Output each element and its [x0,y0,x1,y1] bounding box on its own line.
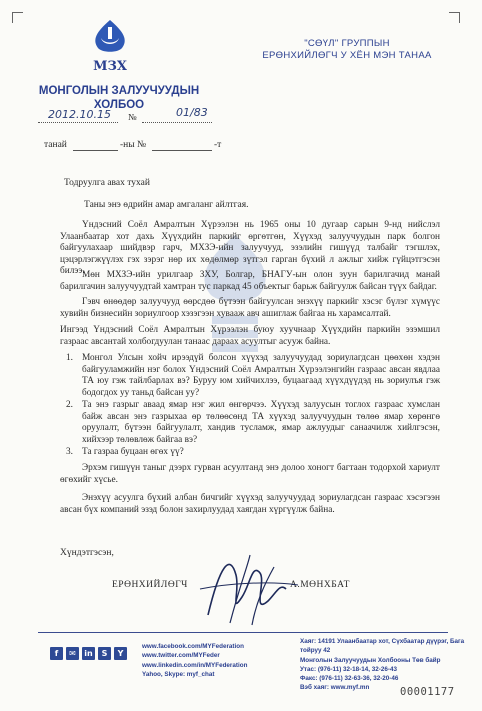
fax-line: Факс: (976-11) 32-63-36, 32-20-46 [300,675,399,683]
building-line: Монголын Залуучуудын Холбооны Төв байр [300,656,441,664]
question-list [60,353,440,460]
number-label: № [128,112,137,122]
corner-mark-top-right [449,12,460,23]
org-name-line2: ХОЛБОО [93,99,145,111]
letter-subject: Тодруулга авах тухай [64,178,150,188]
twitter-icon: Y [114,647,127,660]
website-line: Вэб хаяг: www.myf.mn [300,684,370,692]
handwritten-signature [190,545,305,630]
list-item [60,400,440,446]
signatory-title: ЕРӨНХИЙЛӨГЧ [112,580,188,590]
address-line: Хаяг: 14191 Улаанбаатар хот, Сүхбаатар дүүрэг, Бага тойруу 42 [300,638,465,655]
social-icons [50,647,127,660]
signatory-name: А.МӨНХБАТ [290,580,350,590]
handwritten-number: 01/83 [176,106,208,119]
handwritten-date: 2012.10.15 [48,108,111,121]
address-mid-label: -ны № [120,140,147,150]
messenger-contact: Yahoo, Skype: myf_chat [142,670,215,678]
question-text: Та газраа буцаан өгөх үү? [82,447,184,457]
skype-icon: S [98,647,111,660]
list-item [60,447,440,459]
paragraph-concern: Гэвч өнөөдөр залуучууд өөрсдөө бүтээн байгуулсан энэхүү паркийг хэсэг бүлэг хүмүүс хувийн бизнесийн зориулгоор хэзэгээн хувааж авч ашиглаж байгаа нь харамсалтай. [60,297,440,319]
recipient-block [252,38,442,62]
corner-mark-top-left [12,12,23,23]
question-text: Та энэ газрыг аваад ямар нэг жил өнгөрчээ. Хүүхэд залуусын тоглох газраас хумслан байж авсан энэ газрыхаа өр төлөөсөнд ТА хүүхэд залуучуудын төлөө ямар хөрөнгө оруулалт, бүтээн байгуулалт, хандив тусламж, ямар ажлуудыг санаачилж хийлгэсэн, хийхээр төлөвлөж байгаа вэ? [82,400,440,445]
date-line [38,122,118,123]
question-number: 2. [66,400,73,410]
email-icon: ✉ [66,647,79,660]
organization-logo [88,18,132,76]
twitter-link: www.twitter.com/MYFeder [142,652,220,660]
list-item [60,353,440,399]
question-number: 3. [66,447,73,457]
document-serial-number: 00001177 [400,686,455,698]
recipient-line2: ЕРӨНХИЙЛӨГЧ У ХЁН МЭН ТАНАА [262,50,432,61]
phone-line: Утас: (976-11) 32-18-14, 32-26-43 [300,665,397,673]
address-blank-1 [73,150,118,151]
logo-text: МЗХ [93,59,127,74]
paragraph-distribution: Энэхүү асуулга бүхий албан бичгийг хүүхэд залуучуудад зориулагдсан газраас хэсэгээн авсан бүх компаний эзэд болон захирлуудад хаягдан хүргүүлж байна. [60,493,440,515]
question-number: 1. [66,353,73,363]
footer-divider [38,632,448,633]
question-text: Монгол Улсын хойч ирээдүй болсон хүүхэд залуучуудад зориулагдсан цөөхөн хэдэн байгууламжийн нэг болох Үндэсний Соёл Амралтын Хүрээлэнгийн газраас авсан явдлаа ТА юу гэж тайлбарлах вэ? Буруу юм хийчихлээ, буцаагаад хүүхдүүдэд нь зориулъя гэж бодогдох уу таньд байсан уу? [82,353,440,398]
footer-contacts [300,637,482,693]
facebook-link: www.facebook.com/MYFederation [142,643,244,650]
address-to-label: танай [44,140,67,150]
paragraph-request: Эрхэм гишүүн таныг дээрх гурван асуултанд энэ долоо хоногт багтаан тодорхой хариулт өгөхийг хүсье. [60,463,440,485]
address-blank-2 [152,150,212,151]
closing-line: Хүндэтгэсэн, [60,548,114,558]
paragraph-construction: Мөн МХЗЭ-ийн урилгаар ЗХУ, Болгар, БНАГУ-ын олон зуун барилгачид манай барилгачин залуучуудтай хамтран тус паркад 45 объектыг барьж байгуулж байсан түүх байдаг. [60,270,440,292]
letter-greeting: Таны энэ өдрийн амар амгаланг айлтгая. [84,200,249,210]
paragraph-history: Үндэсний Соёл Амралтын Хүрээлэн нь 1965 оны 10 дугаар сарын 9-нд нийслэл Улаанбаатар хот дахь Хүүхдийн паркийг өргөтгөн, Хүүхэд залуучуудын парк болгон байгуулахаар шийдвэр гарч, МХЗЭ-ийн залуучууд, эзэлийн гишүүд талбайг тэгшлэх, цэцэрлэгжүүлэх гэх зэрэг нөр их хөдөлмөр зүтгэл гарган бүхий л ажлыг хийж гүйцэтгэсэн билээ. [60,220,440,276]
linkedin-icon: in [82,647,95,660]
address-end-label: -т [214,140,222,150]
org-name-line1: МОНГОЛЫН ЗАЛУУЧУУДЫН [38,85,200,97]
footer-links [142,642,247,679]
linkedin-link: www.linkedin.com/in/MYFederation [142,661,248,669]
recipient-line1: "СӨҮЛ" ГРУППЫН [304,38,390,49]
number-line [142,122,212,123]
paragraph-intro-questions: Ингээд Үндэсний Соёл Амралтын Хүрээлэн буюу хуучнаар Хүүхдийн паркийн эзэмшил газраас авсантай холбогдуулан танаас дараах асуултыг асууж байна. [60,325,440,347]
facebook-icon: f [50,647,63,660]
